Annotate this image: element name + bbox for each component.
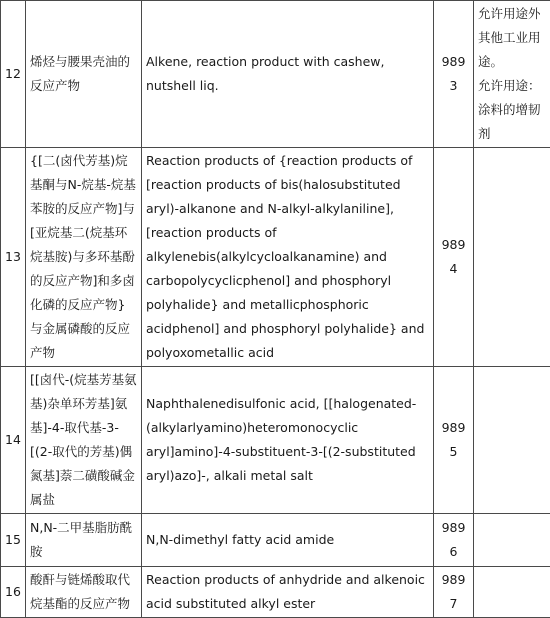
substance-code: 9893 — [434, 1, 474, 148]
table-row — [1, 514, 550, 567]
permitted-use — [474, 367, 550, 514]
substance-code: 9894 — [434, 148, 474, 367]
row-number: 14 — [1, 367, 26, 514]
english-name: Alkene, reaction product with cashew, nutshell liq. — [142, 1, 434, 148]
chinese-name: {[二(卤代芳基)烷基酮与N-烷基-烷基苯胺的反应产物]与[亚烷基二(烷基环烷基胺)与多环基酚的反应产物]和多卤化磷的反应产物}与金属磷酸的反应产物 — [26, 148, 142, 367]
table-row — [1, 148, 550, 367]
table-row — [1, 567, 550, 618]
use-note: 允许用途：涂料的增韧剂 — [478, 74, 546, 146]
permitted-use — [474, 1, 550, 148]
row-number: 16 — [1, 567, 26, 618]
chinese-name: [[卤代-(烷基芳基氨基)杂单环芳基]氨基]-4-取代基-3-[(2-取代的芳基)偶氮基]萘二磺酸碱金属盐 — [26, 367, 142, 514]
english-name: Naphthalenedisulfonic acid, [[halogenated-(alkylarlyamino)heteromonocyclic aryl]amino]-4-substituent-3-[(2-substituted aryl)azo]-, alkali metal salt — [142, 367, 434, 514]
substance-code: 9895 — [434, 367, 474, 514]
permitted-use — [474, 567, 550, 618]
substance-code: 9897 — [434, 567, 474, 618]
use-note: 允许用途外其他工业用途。 — [478, 2, 546, 74]
row-number: 13 — [1, 148, 26, 367]
table-row — [1, 367, 550, 514]
english-name: Reaction products of {reaction products of [reaction products of bis(halosubstituted aryl)-alkanone and N-alkyl-alkylaniline], [reaction products of alkylenebis(alkylcycloalkanamine) and carbopolycyclicphenol] and phosphoryl polyhalide} and metallicphosphoric acidphenol] and phosphoryl polyhalide} and polyoxometallic acid — [142, 148, 434, 367]
chinese-name: 烯烃与腰果壳油的反应产物 — [26, 1, 142, 148]
row-number: 12 — [1, 1, 26, 148]
substance-code: 9896 — [434, 514, 474, 567]
chinese-name: 酸酐与链烯酸取代烷基酯的反应产物 — [26, 567, 142, 618]
permitted-use — [474, 148, 550, 367]
english-name: Reaction products of anhydride and alkenoic acid substituted alkyl ester — [142, 567, 434, 618]
table-row — [1, 1, 550, 148]
row-number: 15 — [1, 514, 26, 567]
permitted-use — [474, 514, 550, 567]
english-name: N,N-dimethyl fatty acid amide — [142, 514, 434, 567]
chinese-name: N,N-二甲基脂肪酰胺 — [26, 514, 142, 567]
